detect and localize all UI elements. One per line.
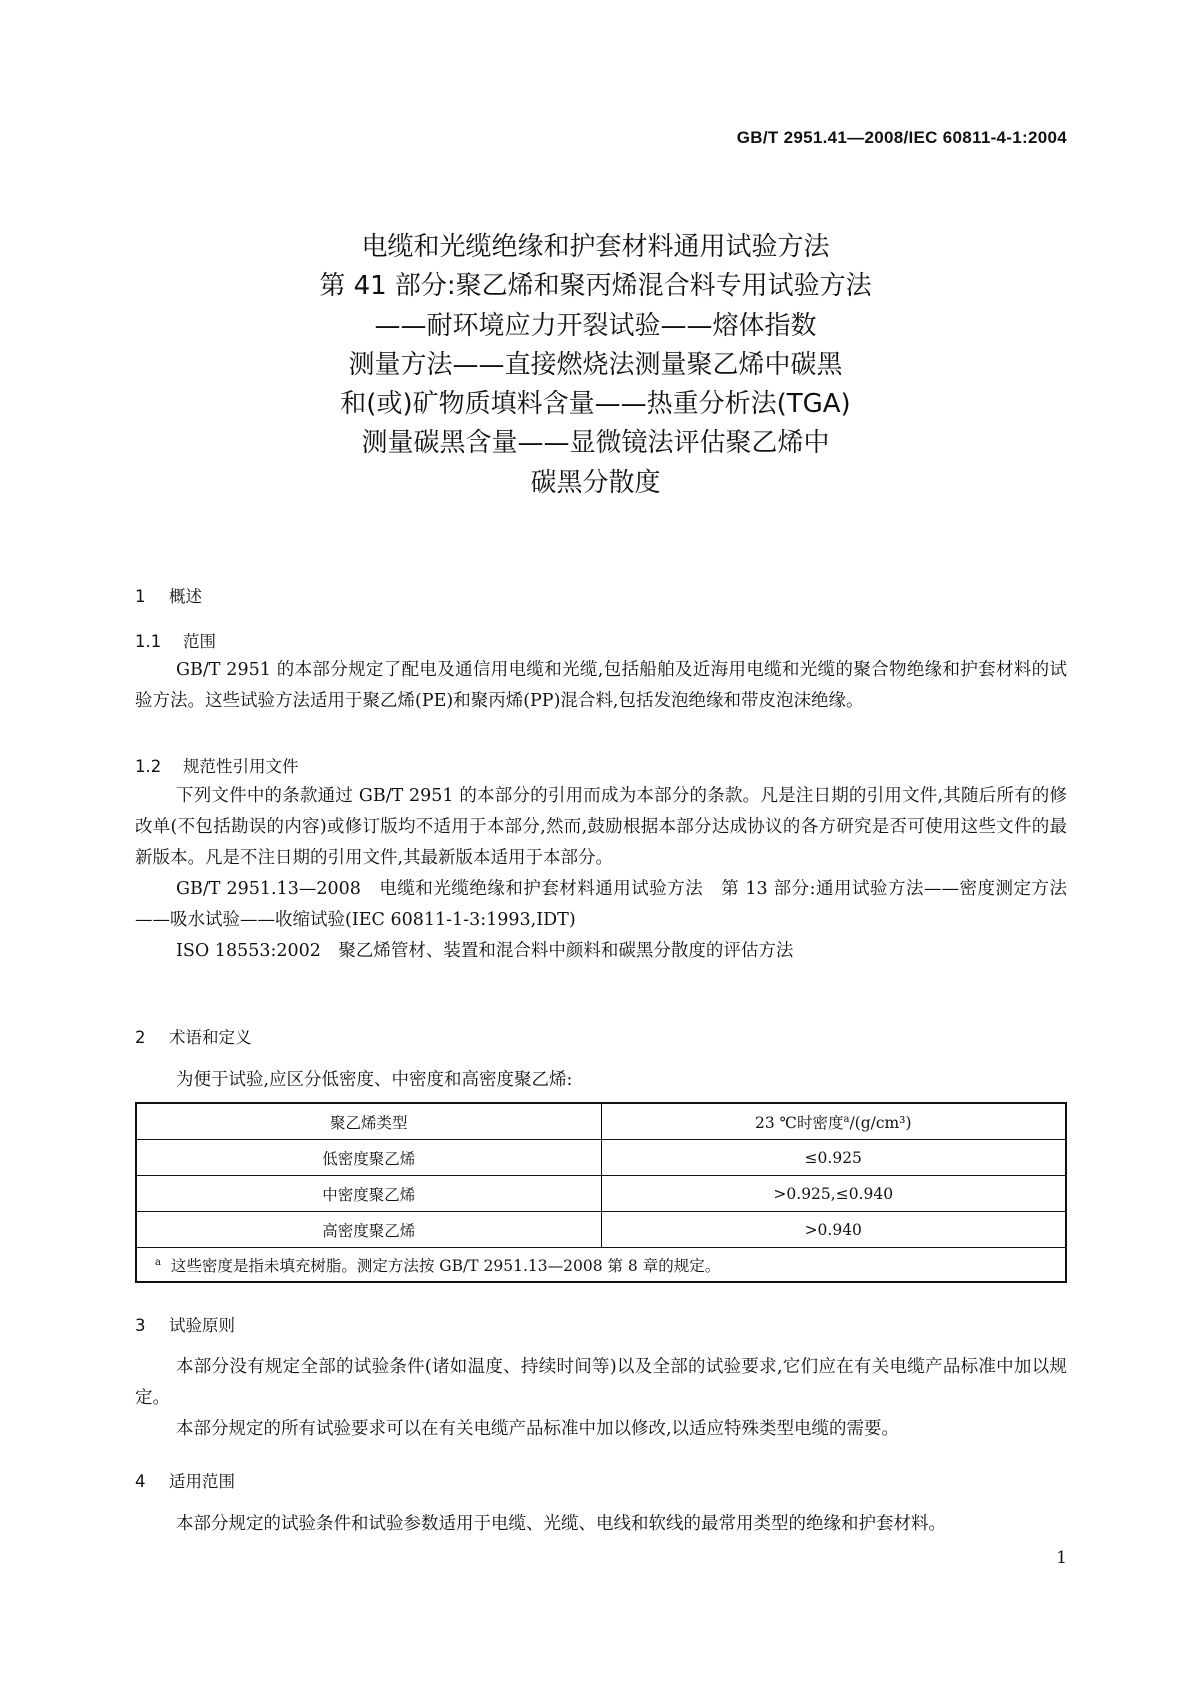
scope-paragraph: GB/T 2951 的本部分规定了配电及通信用电缆和光缆,包括船舶及近海用电缆和光缆的聚合物绝缘和护套材料的试验方法。这些试验方法适用于聚乙烯(PE)和聚丙烯(PP)混合料,包括发泡绝缘和带皮泡沫绝缘。 <box>135 660 1067 711</box>
title-line: 测量方法——直接燃烧法测量聚乙烯中碳黑 <box>348 349 843 380</box>
normative-references-paragraph: 下列文件中的条款通过 GB/T 2951 的本部分的引用而成为本部分的条款。凡是注日期的引用文件,其随后所有的修改单(不包括勘误的内容)或修订版均不适用于本部分,然而,鼓励根据本部分达成协议的各方研究是否可使用这些文件的最新版本。凡是不注日期的引用文件,其最新版本适用于本部分。 <box>135 786 1067 868</box>
applicability-paragraph: 本部分规定的试验条件和试验参数适用于电缆、光缆、电线和软线的最常用类型的绝缘和护套材料。 <box>176 1514 946 1534</box>
table-row <box>136 1140 1066 1176</box>
page-number: 1 <box>1056 1548 1067 1568</box>
title-line: 电缆和光缆绝缘和护套材料通用试验方法 <box>361 232 830 262</box>
principle-paragraph: 本部分规定的所有试验要求可以在有关电缆产品标准中加以修改,以适应特殊类型电缆的需要。 <box>176 1419 900 1439</box>
title-line: 和(或)矿物质填料含量——热重分析法(TGA) <box>340 389 851 420</box>
section-1-heading: 1 概述 <box>135 587 202 606</box>
type-cell: 低密度聚乙烯 <box>136 1140 601 1176</box>
table-footnote: 这些密度是指未填充树脂。测定方法按 GB/T 2951.13—2008 第 8 章的规定。 <box>170 1256 721 1275</box>
section-3-heading: 3 试验原则 <box>135 1316 235 1335</box>
principle-paragraph: 本部分没有规定全部的试验条件(诸如温度、持续时间等)以及全部的试验要求,它们应在有关电缆产品标准中加以规定。 <box>135 1357 1067 1408</box>
density-table <box>135 1102 1067 1283</box>
title-line: 第 41 部分:聚乙烯和聚丙烯混合料专用试验方法 <box>319 271 872 302</box>
section-1-2-heading: 1.2 规范性引用文件 <box>135 757 299 776</box>
density-cell: >0.925,≤0.940 <box>601 1176 1066 1212</box>
density-cell: >0.940 <box>601 1212 1066 1248</box>
density-cell: ≤0.925 <box>601 1140 1066 1176</box>
section-2-heading: 2 术语和定义 <box>135 1028 252 1047</box>
table-header-row <box>136 1103 1066 1140</box>
table-row <box>136 1212 1066 1248</box>
standard-code-header: GB/T 2951.41—2008/IEC 60811-4-1:2004 <box>736 128 1067 147</box>
header-cell: 23 ℃时密度$^a$/(g/cm³) <box>601 1103 1066 1140</box>
table-footnote-row: $^a$ 这些密度是指未填充树脂。测定方法按 GB/T 2951.13—2008 第 8 章的规定。 <box>136 1248 1066 1283</box>
type-cell: 中密度聚乙烯 <box>136 1176 601 1212</box>
title-line: 测量碳黑含量——显微镜法评估聚乙烯中 <box>361 428 830 459</box>
section-1-1-heading: 1.1 范围 <box>135 632 216 651</box>
type-cell: 高密度聚乙烯 <box>136 1212 601 1248</box>
document-title <box>0 228 1191 503</box>
table-intro: 为便于试验,应区分低密度、中密度和高密度聚乙烯: <box>176 1070 573 1090</box>
reference-item: ISO 18553:2002 聚乙烯管材、装置和混合料中颜料和碳黑分散度的评估方法 <box>176 941 794 961</box>
section-4-heading: 4 适用范围 <box>135 1472 235 1491</box>
table-row <box>136 1176 1066 1212</box>
header-cell: 聚乙烯类型 <box>136 1103 601 1140</box>
title-line: ——耐环境应力开裂试验——熔体指数 <box>374 310 817 341</box>
reference-item: GB/T 2951.13—2008 电缆和光缆绝缘和护套材料通用试验方法 第 13 部分:通用试验方法——密度测定方法——吸水试验——收缩试验(IEC 60811-1-3:1993,IDT) <box>135 879 1067 930</box>
title-line: 碳黑分散度 <box>530 467 661 498</box>
